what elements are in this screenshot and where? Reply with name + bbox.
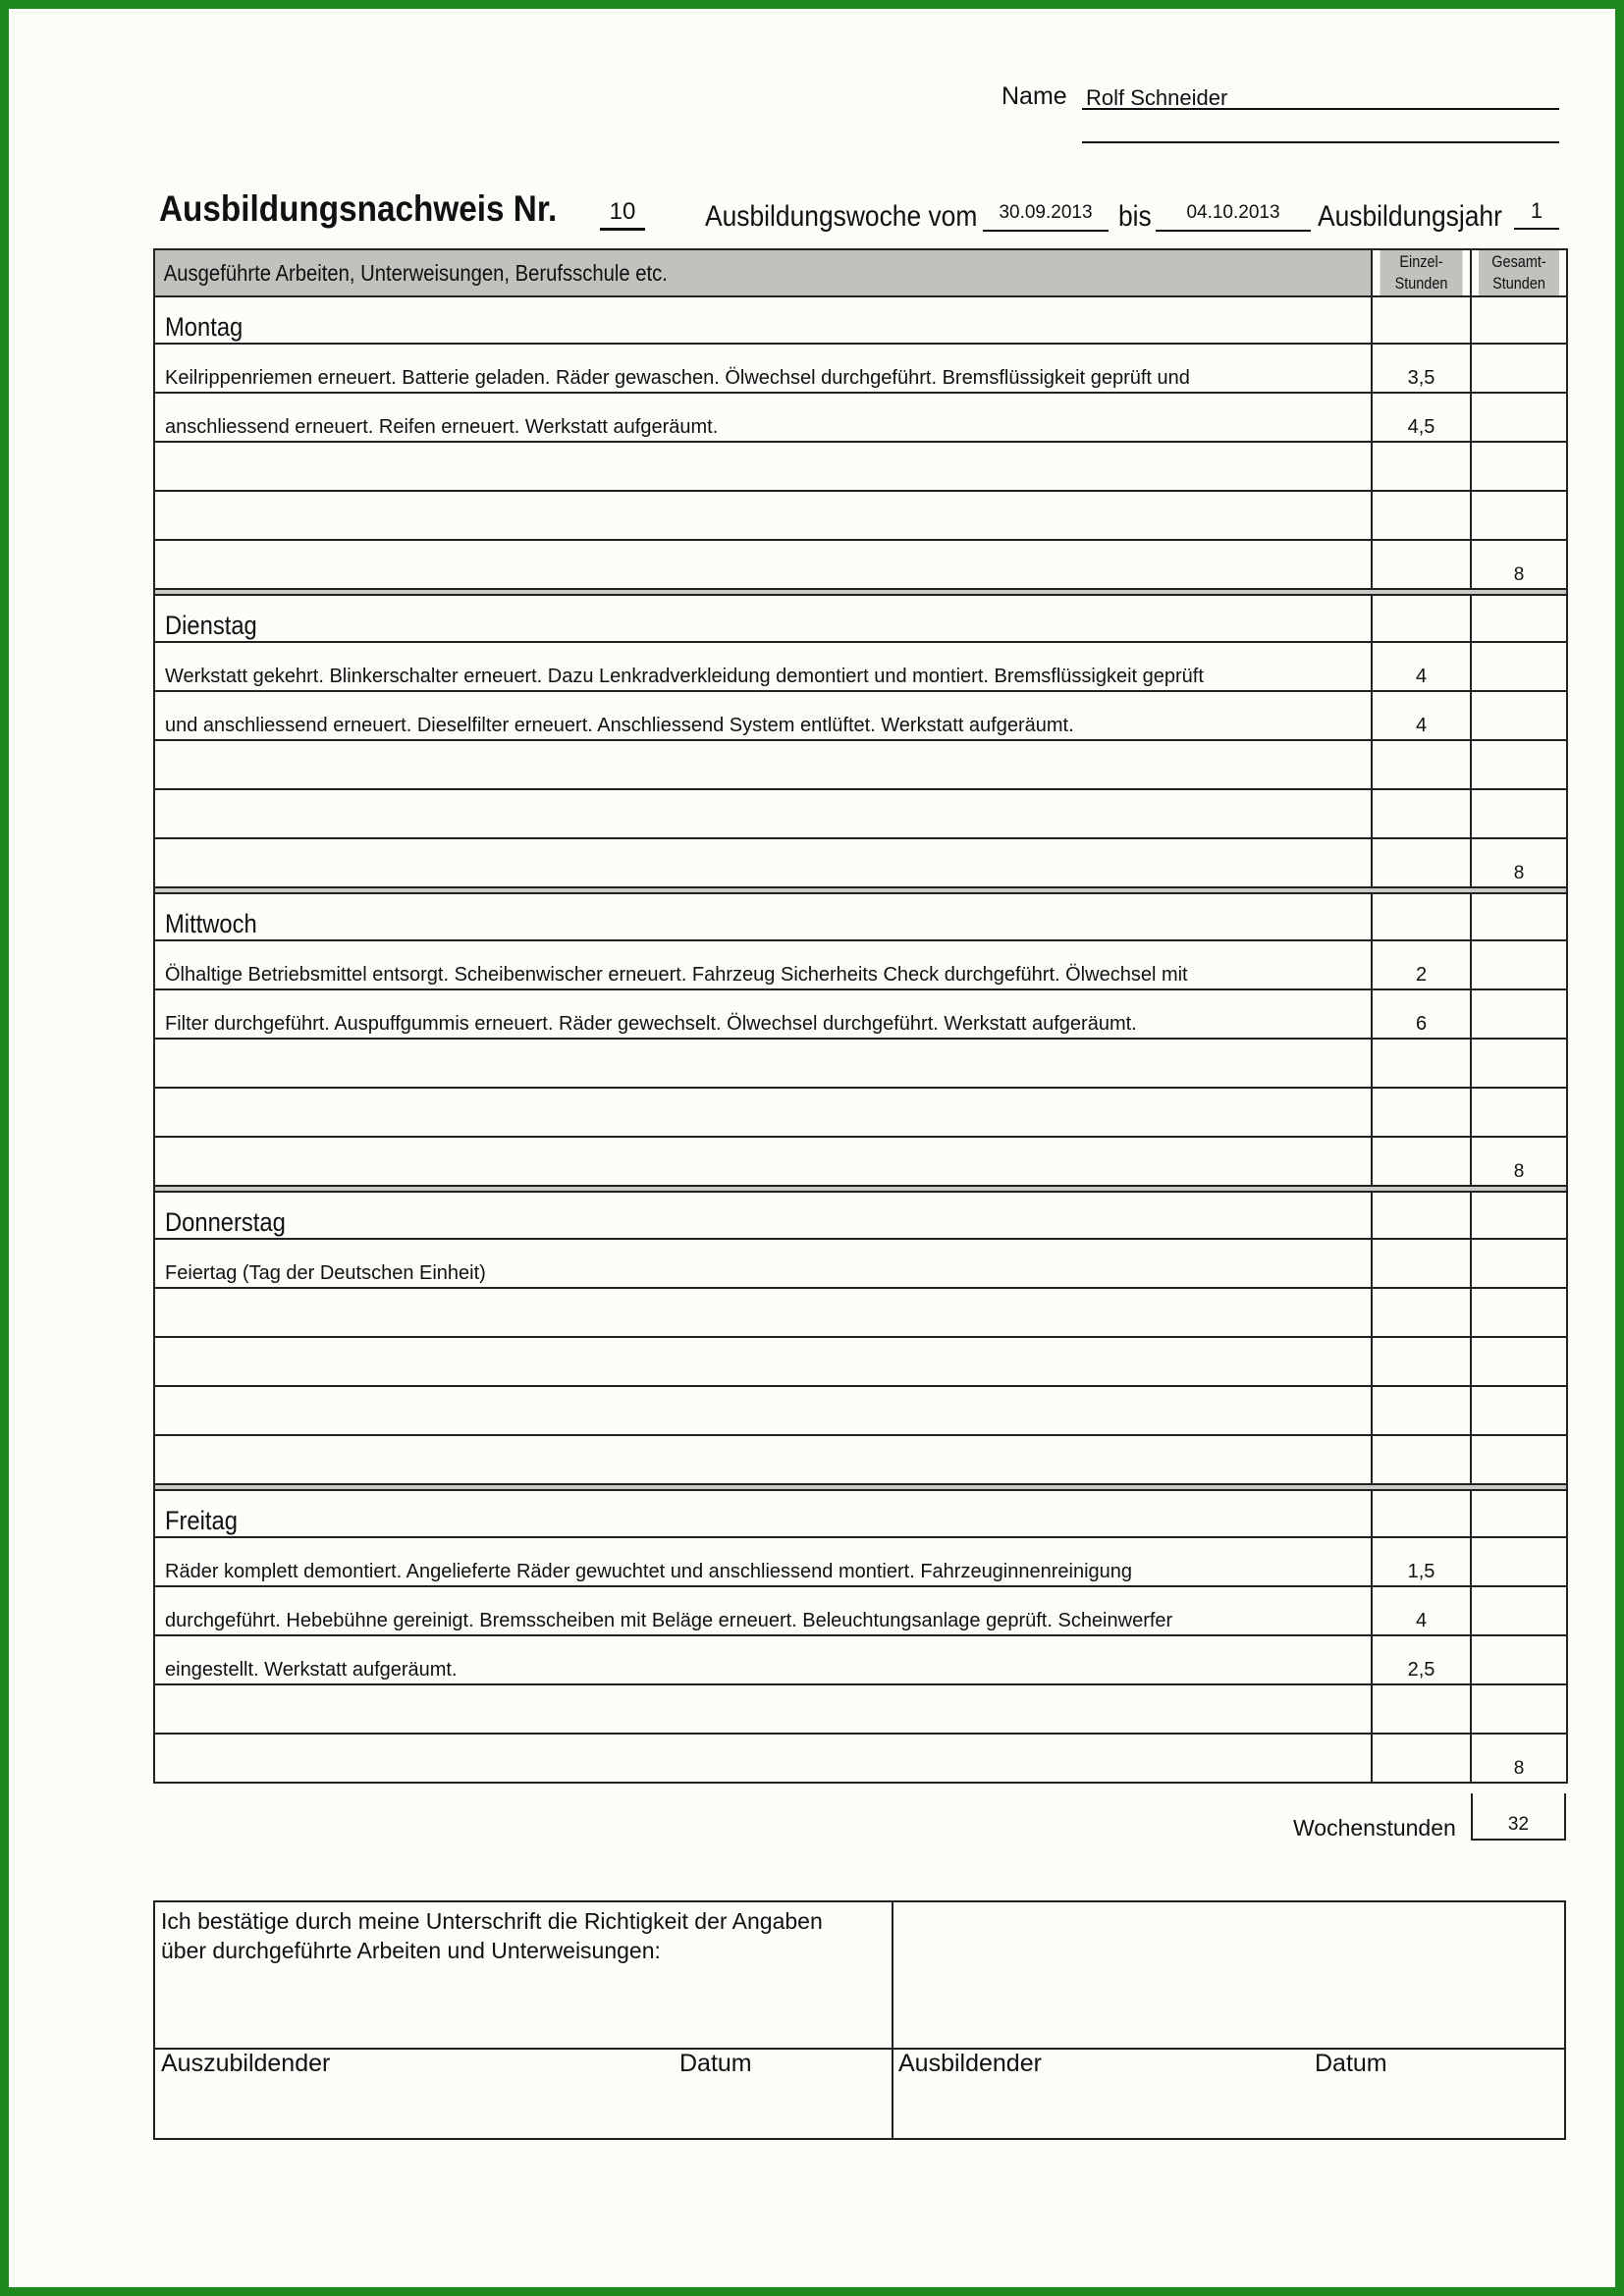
trainer-date-label: Datum — [1315, 2050, 1387, 2077]
einzel-hours-cell[interactable] — [1372, 838, 1471, 887]
gesamt-hours-cell[interactable] — [1471, 642, 1567, 691]
day-name: Mittwoch — [154, 893, 1372, 940]
gesamt-cell[interactable] — [1471, 296, 1567, 344]
week-hours-field[interactable]: 32 — [1471, 1793, 1566, 1841]
table-row — [154, 1239, 1567, 1288]
day-name: Dienstag — [154, 595, 1372, 642]
einzel-hours-cell[interactable] — [1372, 442, 1471, 491]
gesamt-cell[interactable] — [1471, 893, 1567, 940]
gesamt-hours-cell[interactable] — [1471, 691, 1567, 740]
work-description-cell[interactable] — [154, 1039, 1372, 1088]
training-year-field[interactable]: 1 — [1514, 198, 1559, 230]
einzel-hours-cell[interactable] — [1372, 1734, 1471, 1783]
table-row — [154, 1435, 1567, 1484]
work-description-cell[interactable] — [154, 1088, 1372, 1137]
work-description-cell[interactable]: und anschliessend erneuert. Dieselfilter erneuert. Anschliessend System entlüftet. Werkstatt aufgeräumt. — [154, 691, 1372, 740]
gesamt-cell[interactable] — [1471, 1490, 1567, 1537]
work-description-cell[interactable]: anschliessend erneuert. Reifen erneuert. Werkstatt aufgeräumt. — [154, 393, 1372, 442]
gesamt-cell[interactable] — [1471, 595, 1567, 642]
einzel-hours-cell[interactable]: 3,5 — [1372, 344, 1471, 393]
einzel-cell[interactable] — [1372, 296, 1471, 344]
table-row — [154, 1386, 1567, 1435]
table-row — [154, 989, 1567, 1039]
trainee-date-label: Datum — [679, 2050, 752, 2077]
confirmation-text — [161, 1906, 868, 1965]
gesamt-hours-cell[interactable] — [1471, 789, 1567, 838]
gesamt-hours-cell[interactable] — [1471, 1088, 1567, 1137]
einzel-hours-cell[interactable] — [1372, 1088, 1471, 1137]
gesamt-hours-cell[interactable] — [1471, 940, 1567, 989]
gesamt-hours-cell[interactable] — [1471, 393, 1567, 442]
training-year-label: Ausbildungsjahr — [1318, 200, 1502, 233]
date-to-field[interactable]: 04.10.2013 — [1156, 202, 1311, 232]
table-row — [154, 1537, 1567, 1586]
work-description-cell[interactable]: Räder komplett demontiert. Angelieferte Räder gewuchtet und anschliessend montiert. Fahrzeuginnenreinigung — [154, 1537, 1372, 1586]
work-description-cell[interactable]: durchgeführt. Hebebühne gereinigt. Bremsscheiben mit Beläge erneuert. Beleuchtungsanlage geprüft. Scheinwerfer — [154, 1586, 1372, 1635]
einzel-hours-cell[interactable] — [1372, 740, 1471, 789]
table-row — [154, 540, 1567, 589]
gesamt-hours-cell[interactable] — [1471, 1337, 1567, 1386]
column-header-gesamt: Gesamt- Stunden — [1478, 249, 1559, 296]
gesamt-hours-cell[interactable] — [1471, 1435, 1567, 1484]
work-description-cell[interactable] — [154, 740, 1372, 789]
report-number-field[interactable]: 10 — [600, 198, 645, 231]
einzel-hours-cell[interactable]: 1,5 — [1372, 1537, 1471, 1586]
table-row — [154, 740, 1567, 789]
work-description-cell[interactable]: Feiertag (Tag der Deutschen Einheit) — [154, 1239, 1372, 1288]
einzel-hours-cell[interactable]: 4 — [1372, 691, 1471, 740]
work-description-cell[interactable]: Keilrippenriemen erneuert. Batterie geladen. Räder gewaschen. Ölwechsel durchgeführt. Bremsflüssigkeit geprüft und — [154, 344, 1372, 393]
einzel-hours-cell[interactable] — [1372, 540, 1471, 589]
gesamt-hours-cell[interactable]: 8 — [1471, 838, 1567, 887]
work-description-cell[interactable] — [154, 1288, 1372, 1337]
signature-divider — [892, 1902, 893, 2138]
einzel-hours-cell[interactable] — [1372, 491, 1471, 540]
einzel-hours-cell[interactable] — [1372, 1239, 1471, 1288]
work-description-cell[interactable] — [154, 1684, 1372, 1734]
gesamt-hours-cell[interactable] — [1471, 1684, 1567, 1734]
gesamt-hours-cell[interactable] — [1471, 740, 1567, 789]
day-row-dienstag — [154, 595, 1567, 642]
confirmation-line-2: über durchgeführte Arbeiten und Unterweisungen: — [161, 1938, 661, 1963]
work-description-cell[interactable] — [154, 1386, 1372, 1435]
work-description-cell[interactable] — [154, 442, 1372, 491]
einzel-cell[interactable] — [1372, 595, 1471, 642]
page-title: Ausbildungsnachweis Nr. — [159, 188, 558, 229]
trainer-signature-label: Ausbildender — [898, 2050, 1042, 2077]
work-description-cell[interactable] — [154, 1137, 1372, 1186]
work-description-cell[interactable]: Ölhaltige Betriebsmittel entsorgt. Scheibenwischer erneuert. Fahrzeug Sicherheits Check durchgeführt. Ölwechsel mit — [154, 940, 1372, 989]
einzel-hours-cell[interactable]: 6 — [1372, 989, 1471, 1039]
gesamt-hours-cell[interactable] — [1471, 1635, 1567, 1684]
work-description-cell[interactable]: Werkstatt gekehrt. Blinkerschalter erneuert. Dazu Lenkradverkleidung demontiert und montiert. Bremsflüssigkeit geprüft — [154, 642, 1372, 691]
table-header-row — [154, 249, 1567, 296]
table-row — [154, 1039, 1567, 1088]
name-field[interactable]: Rolf Schneider — [1082, 75, 1559, 110]
table-row — [154, 1288, 1567, 1337]
gesamt-hours-cell[interactable] — [1471, 1239, 1567, 1288]
confirmation-line-1: Ich bestätige durch meine Unterschrift die Richtigkeit der Angaben — [161, 1908, 823, 1934]
einzel-hours-cell[interactable]: 4 — [1372, 1586, 1471, 1635]
einzel-cell[interactable] — [1372, 1192, 1471, 1239]
gesamt-hours-cell[interactable] — [1471, 1537, 1567, 1586]
day-row-freitag — [154, 1490, 1567, 1537]
gesamt-hours-cell[interactable] — [1471, 1386, 1567, 1435]
work-description-cell[interactable] — [154, 491, 1372, 540]
einzel-hours-cell[interactable] — [1372, 1288, 1471, 1337]
table-row — [154, 1337, 1567, 1386]
table-row — [154, 1088, 1567, 1137]
table-row — [154, 344, 1567, 393]
work-description-cell[interactable] — [154, 1734, 1372, 1783]
einzel-hours-cell[interactable] — [1372, 1435, 1471, 1484]
gesamt-hours-cell[interactable] — [1471, 1039, 1567, 1088]
gesamt-hours-cell[interactable]: 8 — [1471, 1734, 1567, 1783]
gesamt-hours-cell[interactable] — [1471, 1288, 1567, 1337]
table-row — [154, 691, 1567, 740]
date-from-field[interactable]: 30.09.2013 — [983, 202, 1109, 232]
einzel-cell[interactable] — [1372, 1490, 1471, 1537]
gesamt-hours-cell[interactable]: 8 — [1471, 1137, 1567, 1186]
day-name: Freitag — [154, 1490, 1372, 1537]
einzel-hours-cell[interactable]: 4 — [1372, 642, 1471, 691]
table-row — [154, 442, 1567, 491]
trainee-signature-label: Auszubildender — [161, 2050, 331, 2077]
signature-box — [153, 1900, 1566, 2140]
einzel-hours-cell[interactable] — [1372, 1039, 1471, 1088]
einzel-hours-cell[interactable] — [1372, 789, 1471, 838]
work-description-cell[interactable] — [154, 838, 1372, 887]
day-row-mittwoch — [154, 893, 1567, 940]
gesamt-hours-cell[interactable] — [1471, 344, 1567, 393]
gesamt-hours-cell[interactable] — [1471, 491, 1567, 540]
work-description-cell[interactable] — [154, 1435, 1372, 1484]
table-row — [154, 1635, 1567, 1684]
bis-label: bis — [1118, 200, 1152, 233]
einzel-hours-cell[interactable]: 2,5 — [1372, 1635, 1471, 1684]
table-row — [154, 789, 1567, 838]
table-row — [154, 1684, 1567, 1734]
column-header-work: Ausgeführte Arbeiten, Unterweisungen, Berufsschule etc. — [154, 249, 1372, 296]
table-row — [154, 393, 1567, 442]
work-description-cell[interactable]: eingestellt. Werkstatt aufgeräumt. — [154, 1635, 1372, 1684]
einzel-hours-cell[interactable]: 4,5 — [1372, 393, 1471, 442]
table-row — [154, 642, 1567, 691]
gesamt-cell[interactable] — [1471, 1192, 1567, 1239]
table-row — [154, 838, 1567, 887]
table-row — [154, 1586, 1567, 1635]
einzel-hours-cell[interactable]: 2 — [1372, 940, 1471, 989]
day-name: Montag — [154, 296, 1372, 344]
einzel-hours-cell[interactable] — [1372, 1386, 1471, 1435]
table-row — [154, 1734, 1567, 1783]
einzel-hours-cell[interactable] — [1372, 1337, 1471, 1386]
einzel-hours-cell[interactable] — [1372, 1684, 1471, 1734]
table-row — [154, 1137, 1567, 1186]
gesamt-hours-cell[interactable] — [1471, 989, 1567, 1039]
day-row-donnerstag — [154, 1192, 1567, 1239]
work-log-table — [153, 248, 1568, 1784]
column-header-einzel: Einzel- Stunden — [1380, 249, 1464, 296]
gesamt-hours-cell[interactable]: 8 — [1471, 540, 1567, 589]
table-row — [154, 940, 1567, 989]
training-week-label: Ausbildungswoche vom — [705, 200, 978, 233]
work-description-cell[interactable]: Filter durchgeführt. Auspuffgummis erneuert. Räder gewechselt. Ölwechsel durchgeführt. Werkstatt aufgeräumt. — [154, 989, 1372, 1039]
work-description-cell[interactable] — [154, 540, 1372, 589]
day-name: Donnerstag — [154, 1192, 1372, 1239]
gesamt-hours-cell[interactable] — [1471, 1586, 1567, 1635]
gesamt-hours-cell[interactable] — [1471, 442, 1567, 491]
day-row-montag — [154, 296, 1567, 344]
name-label: Name — [1001, 82, 1067, 110]
einzel-cell[interactable] — [1372, 893, 1471, 940]
work-description-cell[interactable] — [154, 1337, 1372, 1386]
work-description-cell[interactable] — [154, 789, 1372, 838]
einzel-hours-cell[interactable] — [1372, 1137, 1471, 1186]
name-second-line — [1082, 141, 1559, 143]
week-hours-label: Wochenstunden — [1293, 1815, 1456, 1841]
table-row — [154, 491, 1567, 540]
